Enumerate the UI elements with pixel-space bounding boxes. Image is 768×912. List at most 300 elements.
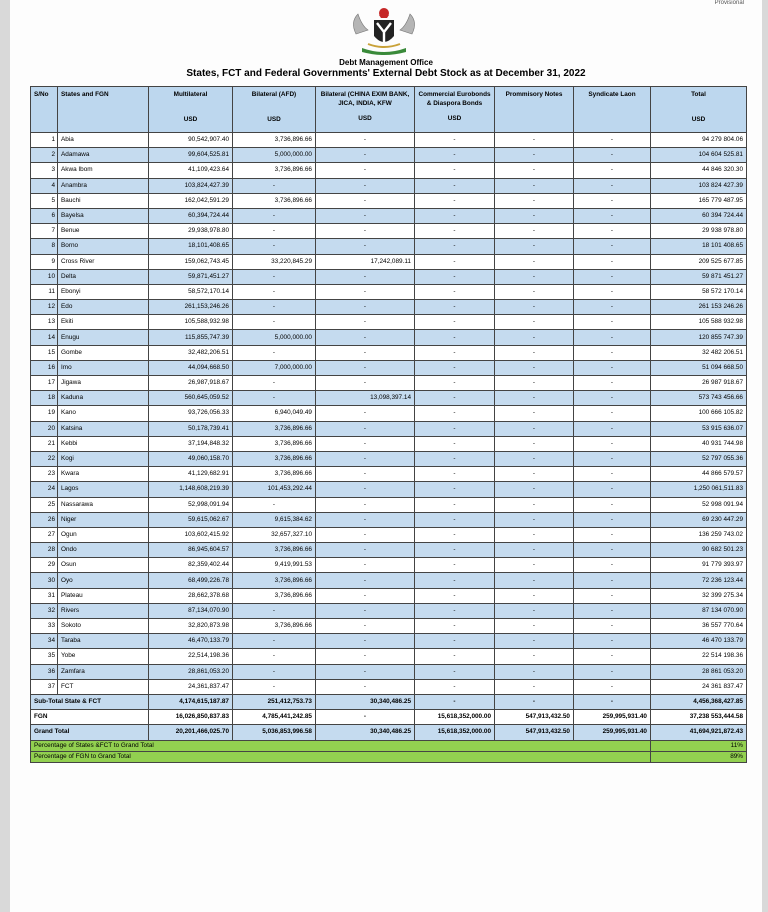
cell-afd: - [233, 178, 316, 193]
cell-afd: - [233, 649, 316, 664]
cell-china: 13,098,397.14 [316, 391, 415, 406]
cell-state: Ondo [58, 543, 149, 558]
cell-multi: 87,134,070.90 [149, 603, 233, 618]
pct-fgn-value: 89% [651, 751, 747, 762]
cell-sn: 29 [31, 558, 58, 573]
cell-total: 120 855 747.39 [651, 330, 747, 345]
cell-comm: - [415, 406, 495, 421]
cell-total: 24 361 837.47 [651, 679, 747, 694]
cell-multi: 82,359,402.44 [149, 558, 233, 573]
cell-comm: - [415, 451, 495, 466]
cell-china: - [316, 330, 415, 345]
table-row [31, 573, 747, 588]
cell-sn: 23 [31, 467, 58, 482]
cell-state: Kwara [58, 467, 149, 482]
cell-state: Ogun [58, 527, 149, 542]
cell-synd: - [574, 451, 651, 466]
table-row [31, 315, 747, 330]
table-row [31, 527, 747, 542]
cell-afd: 3,736,896.66 [233, 163, 316, 178]
cell-multi: 162,042,591.29 [149, 193, 233, 208]
cell-comm: - [415, 239, 495, 254]
cell-total: 103 824 427.39 [651, 178, 747, 193]
grand-promissory: 547,913,432.50 [495, 725, 574, 740]
cell-china: - [316, 573, 415, 588]
cell-multi: 103,602,415.92 [149, 527, 233, 542]
cell-afd: 9,419,991.53 [233, 558, 316, 573]
cell-afd: - [233, 239, 316, 254]
cell-state: Bayelsa [58, 208, 149, 223]
cell-synd: - [574, 224, 651, 239]
cell-sn: 32 [31, 603, 58, 618]
fgn-promissory: 547,913,432.50 [495, 710, 574, 725]
table-row [31, 254, 747, 269]
fgn-row [31, 710, 747, 725]
cell-multi: 103,824,427.39 [149, 178, 233, 193]
table-row [31, 603, 747, 618]
cell-sn: 6 [31, 208, 58, 223]
cell-comm: - [415, 391, 495, 406]
cell-comm: - [415, 360, 495, 375]
cell-afd: 3,736,896.66 [233, 436, 316, 451]
cell-china: - [316, 436, 415, 451]
table-row [31, 497, 747, 512]
cell-china: - [316, 345, 415, 360]
cell-afd: 7,000,000.00 [233, 360, 316, 375]
cell-china: - [316, 315, 415, 330]
header-promissory: Prommisory Notes [495, 87, 574, 133]
cell-synd: - [574, 634, 651, 649]
cell-state: Benue [58, 224, 149, 239]
cell-multi: 59,871,451.27 [149, 269, 233, 284]
cell-sn: 21 [31, 436, 58, 451]
cell-china: - [316, 208, 415, 223]
cell-sn: 2 [31, 148, 58, 163]
cell-sn: 22 [31, 451, 58, 466]
cell-prom: - [495, 588, 574, 603]
cell-synd: - [574, 163, 651, 178]
cell-multi: 560,645,059.52 [149, 391, 233, 406]
cell-afd: - [233, 269, 316, 284]
table-row [31, 178, 747, 193]
cell-afd: 3,736,896.66 [233, 133, 316, 148]
cell-multi: 93,726,056.33 [149, 406, 233, 421]
cell-state: Rivers [58, 603, 149, 618]
cell-prom: - [495, 406, 574, 421]
pct-states-label: Percentage of States &FCT to Grand Total [31, 740, 651, 751]
cell-comm: - [415, 543, 495, 558]
table-row [31, 163, 747, 178]
cell-afd: - [233, 603, 316, 618]
cell-china: - [316, 619, 415, 634]
cell-multi: 261,153,246.26 [149, 300, 233, 315]
table-row [31, 421, 747, 436]
pct-fgn-row [31, 751, 747, 762]
coat-of-arms-icon [348, 4, 420, 56]
cell-prom: - [495, 634, 574, 649]
cell-state: Kogi [58, 451, 149, 466]
header-syndicate: Syndicate Laon [574, 87, 651, 133]
pct-fgn-label: Percentage of FGN to Grand Total [31, 751, 651, 762]
cell-comm: - [415, 527, 495, 542]
cell-prom: - [495, 345, 574, 360]
cell-total: 58 572 170.14 [651, 284, 747, 299]
fgn-multilateral: 16,026,850,837.83 [149, 710, 233, 725]
cell-total: 44 866 579.57 [651, 467, 747, 482]
cell-multi: 22,514,198.36 [149, 649, 233, 664]
cell-total: 53 915 636.07 [651, 421, 747, 436]
cell-multi: 49,060,158.70 [149, 451, 233, 466]
cell-total: 104 604 525.81 [651, 148, 747, 163]
cell-comm: - [415, 664, 495, 679]
cell-multi: 58,572,170.14 [149, 284, 233, 299]
cell-synd: - [574, 421, 651, 436]
cell-comm: - [415, 558, 495, 573]
cell-prom: - [495, 284, 574, 299]
cell-china: - [316, 360, 415, 375]
grand-afd: 5,036,853,996.58 [233, 725, 316, 740]
cell-state: Zamfara [58, 664, 149, 679]
cell-total: 94 279 804.06 [651, 133, 747, 148]
cell-sn: 14 [31, 330, 58, 345]
cell-synd: - [574, 391, 651, 406]
cell-multi: 105,588,932.98 [149, 315, 233, 330]
cell-sn: 16 [31, 360, 58, 375]
cell-afd: - [233, 634, 316, 649]
cell-state: Osun [58, 558, 149, 573]
header-bilateral-afd: Bilateral (AFD) USD [233, 87, 316, 133]
table-row [31, 148, 747, 163]
cell-china: - [316, 421, 415, 436]
cell-prom: - [495, 558, 574, 573]
cell-comm: - [415, 376, 495, 391]
header-bilateral-china: Bilateral (CHINA EXIM BANK, JICA, INDIA, KFW USD [316, 87, 415, 133]
cell-comm: - [415, 178, 495, 193]
cell-comm: - [415, 269, 495, 284]
cell-prom: - [495, 512, 574, 527]
cell-china: - [316, 527, 415, 542]
header-total: Total USD [651, 87, 747, 133]
cell-total: 100 666 105.82 [651, 406, 747, 421]
cell-comm: - [415, 224, 495, 239]
cell-synd: - [574, 679, 651, 694]
cell-synd: - [574, 664, 651, 679]
cell-prom: - [495, 436, 574, 451]
cell-china: - [316, 163, 415, 178]
cell-synd: - [574, 193, 651, 208]
cell-sn: 30 [31, 573, 58, 588]
cell-total: 52 998 091.94 [651, 497, 747, 512]
cell-synd: - [574, 330, 651, 345]
cell-state: Katsina [58, 421, 149, 436]
cell-china: - [316, 512, 415, 527]
cell-prom: - [495, 391, 574, 406]
grand-syndicate: 259,995,931.40 [574, 725, 651, 740]
cell-prom: - [495, 664, 574, 679]
cell-comm: - [415, 193, 495, 208]
cell-china: - [316, 679, 415, 694]
header-multilateral: Multilateral USD [149, 87, 233, 133]
cell-multi: 86,945,604.57 [149, 543, 233, 558]
cell-prom: - [495, 649, 574, 664]
cell-comm: - [415, 421, 495, 436]
cell-sn: 18 [31, 391, 58, 406]
cell-sn: 17 [31, 376, 58, 391]
grand-china: 30,340,486.25 [316, 725, 415, 740]
cell-synd: - [574, 649, 651, 664]
cell-state: Imo [58, 360, 149, 375]
cell-total: 209 525 677.85 [651, 254, 747, 269]
pct-states-row [31, 740, 747, 751]
cell-sn: 35 [31, 649, 58, 664]
debt-stock-table [30, 86, 747, 763]
cell-prom: - [495, 573, 574, 588]
cell-total: 36 557 770.64 [651, 619, 747, 634]
cell-comm: - [415, 208, 495, 223]
cell-synd: - [574, 436, 651, 451]
cell-state: Cross River [58, 254, 149, 269]
cell-afd: 32,657,327.10 [233, 527, 316, 542]
cell-total: 136 259 743.02 [651, 527, 747, 542]
cell-synd: - [574, 315, 651, 330]
pct-states-value: 11% [651, 740, 747, 751]
cell-china: - [316, 497, 415, 512]
cell-sn: 27 [31, 527, 58, 542]
cell-sn: 15 [31, 345, 58, 360]
cell-multi: 29,938,978.80 [149, 224, 233, 239]
cell-china: - [316, 451, 415, 466]
cell-synd: - [574, 588, 651, 603]
cell-synd: - [574, 269, 651, 284]
fgn-china: - [316, 710, 415, 725]
cell-multi: 28,662,378.68 [149, 588, 233, 603]
cell-sn: 9 [31, 254, 58, 269]
cell-multi: 99,604,525.81 [149, 148, 233, 163]
cell-sn: 1 [31, 133, 58, 148]
cell-multi: 28,861,053.20 [149, 664, 233, 679]
table-row [31, 543, 747, 558]
table-row [31, 345, 747, 360]
cell-synd: - [574, 482, 651, 497]
cell-synd: - [574, 619, 651, 634]
cell-total: 90 682 501.23 [651, 543, 747, 558]
table-row [31, 193, 747, 208]
cell-total: 165 779 487.95 [651, 193, 747, 208]
cell-multi: 44,094,668.50 [149, 360, 233, 375]
cell-afd: - [233, 224, 316, 239]
cell-synd: - [574, 512, 651, 527]
cell-china: - [316, 649, 415, 664]
cell-total: 91 779 393.97 [651, 558, 747, 573]
cell-state: FCT [58, 679, 149, 694]
fgn-label: FGN [31, 710, 149, 725]
cell-sn: 10 [31, 269, 58, 284]
cell-sn: 5 [31, 193, 58, 208]
cell-state: Abia [58, 133, 149, 148]
subtotal-total: 4,456,368,427.85 [651, 694, 747, 709]
cell-multi: 60,394,724.44 [149, 208, 233, 223]
cell-total: 1,250 061,511.83 [651, 482, 747, 497]
cell-total: 105 588 932.98 [651, 315, 747, 330]
cell-state: Kebbi [58, 436, 149, 451]
cell-sn: 19 [31, 406, 58, 421]
cell-comm: - [415, 163, 495, 178]
cell-afd: - [233, 284, 316, 299]
cell-china: - [316, 482, 415, 497]
cell-sn: 13 [31, 315, 58, 330]
cell-comm: - [415, 497, 495, 512]
cell-state: Nassarawa [58, 497, 149, 512]
table-row [31, 360, 747, 375]
cell-china: - [316, 178, 415, 193]
cell-state: Sokoto [58, 619, 149, 634]
cell-multi: 24,361,837.47 [149, 679, 233, 694]
cell-afd: - [233, 315, 316, 330]
cell-sn: 25 [31, 497, 58, 512]
cell-comm: - [415, 649, 495, 664]
cell-multi: 50,178,739.41 [149, 421, 233, 436]
cell-sn: 24 [31, 482, 58, 497]
cell-prom: - [495, 543, 574, 558]
cell-synd: - [574, 178, 651, 193]
cell-synd: - [574, 406, 651, 421]
cell-china: - [316, 376, 415, 391]
table-row [31, 269, 747, 284]
cell-china: 17,242,089.11 [316, 254, 415, 269]
cell-china: - [316, 148, 415, 163]
cell-afd: 5,000,000.00 [233, 148, 316, 163]
cell-prom: - [495, 451, 574, 466]
table-row [31, 451, 747, 466]
table-row [31, 300, 747, 315]
grand-multilateral: 20,201,466,025.70 [149, 725, 233, 740]
cell-prom: - [495, 148, 574, 163]
cell-prom: - [495, 330, 574, 345]
table-row [31, 391, 747, 406]
cell-afd: - [233, 497, 316, 512]
table-row [31, 224, 747, 239]
cell-synd: - [574, 497, 651, 512]
cell-china: - [316, 284, 415, 299]
subtotal-multilateral: 4,174,615,187.87 [149, 694, 233, 709]
cell-total: 40 931 744.98 [651, 436, 747, 451]
cell-sn: 11 [31, 284, 58, 299]
cell-prom: - [495, 376, 574, 391]
cell-china: - [316, 634, 415, 649]
table-row [31, 467, 747, 482]
cell-sn: 31 [31, 588, 58, 603]
cell-afd: 3,736,896.66 [233, 451, 316, 466]
cell-sn: 12 [31, 300, 58, 315]
cell-comm: - [415, 133, 495, 148]
fgn-total: 37,238 553,444.58 [651, 710, 747, 725]
table-row [31, 406, 747, 421]
cell-sn: 28 [31, 543, 58, 558]
cell-synd: - [574, 345, 651, 360]
subtotal-afd: 251,412,753.73 [233, 694, 316, 709]
cell-sn: 36 [31, 664, 58, 679]
cell-state: Anambra [58, 178, 149, 193]
cell-afd: 5,000,000.00 [233, 330, 316, 345]
cell-china: - [316, 664, 415, 679]
cell-synd: - [574, 558, 651, 573]
cell-prom: - [495, 178, 574, 193]
cell-prom: - [495, 421, 574, 436]
grand-total-row [31, 725, 747, 740]
cell-total: 18 101 408.65 [651, 239, 747, 254]
cell-total: 44 846 320.30 [651, 163, 747, 178]
cell-total: 69 230 447.29 [651, 512, 747, 527]
cell-multi: 41,109,423.64 [149, 163, 233, 178]
grand-total: 41,694,921,872.43 [651, 725, 747, 740]
fgn-syndicate: 259,995,931.40 [574, 710, 651, 725]
fgn-commercial: 15,618,352,000.00 [415, 710, 495, 725]
table-row [31, 133, 747, 148]
cell-multi: 41,129,682.91 [149, 467, 233, 482]
table-row [31, 376, 747, 391]
cell-multi: 32,482,206.51 [149, 345, 233, 360]
cell-multi: 46,470,133.79 [149, 634, 233, 649]
cell-prom: - [495, 208, 574, 223]
table-row [31, 649, 747, 664]
cell-afd: 101,453,292.44 [233, 482, 316, 497]
table-row [31, 588, 747, 603]
cell-sn: 8 [31, 239, 58, 254]
table-row [31, 634, 747, 649]
header-sno: S/No [31, 87, 58, 133]
cell-comm: - [415, 573, 495, 588]
subtotal-china: 30,340,486.25 [316, 694, 415, 709]
cell-state: Plateau [58, 588, 149, 603]
cell-afd: - [233, 376, 316, 391]
subtotal-commercial: - [415, 694, 495, 709]
cell-state: Jigawa [58, 376, 149, 391]
cell-china: - [316, 269, 415, 284]
grand-total-label: Grand Total [31, 725, 149, 740]
cell-synd: - [574, 527, 651, 542]
cell-comm: - [415, 467, 495, 482]
cell-total: 52 797 055.36 [651, 451, 747, 466]
cell-prom: - [495, 619, 574, 634]
cell-sn: 37 [31, 679, 58, 694]
cell-china: - [316, 406, 415, 421]
cell-afd: - [233, 679, 316, 694]
cell-multi: 52,998,091.94 [149, 497, 233, 512]
cell-state: Kano [58, 406, 149, 421]
header-states: States and FGN [58, 87, 149, 133]
cell-afd: 3,736,896.66 [233, 421, 316, 436]
cell-prom: - [495, 163, 574, 178]
subtotal-syndicate: - [574, 694, 651, 709]
cell-synd: - [574, 467, 651, 482]
cell-state: Kaduna [58, 391, 149, 406]
cell-comm: - [415, 315, 495, 330]
cell-prom: - [495, 224, 574, 239]
table-row [31, 239, 747, 254]
cell-state: Edo [58, 300, 149, 315]
cell-afd: - [233, 300, 316, 315]
page-title: States, FCT and Federal Governments' External Debt Stock as at December 31, 2022 [186, 68, 586, 79]
cell-comm: - [415, 588, 495, 603]
cell-state: Ekiti [58, 315, 149, 330]
cell-state: Oyo [58, 573, 149, 588]
table-row [31, 208, 747, 223]
cell-comm: - [415, 148, 495, 163]
cell-afd: - [233, 345, 316, 360]
cell-total: 22 514 198.36 [651, 649, 747, 664]
cell-state: Niger [58, 512, 149, 527]
cell-afd: 6,940,049.49 [233, 406, 316, 421]
